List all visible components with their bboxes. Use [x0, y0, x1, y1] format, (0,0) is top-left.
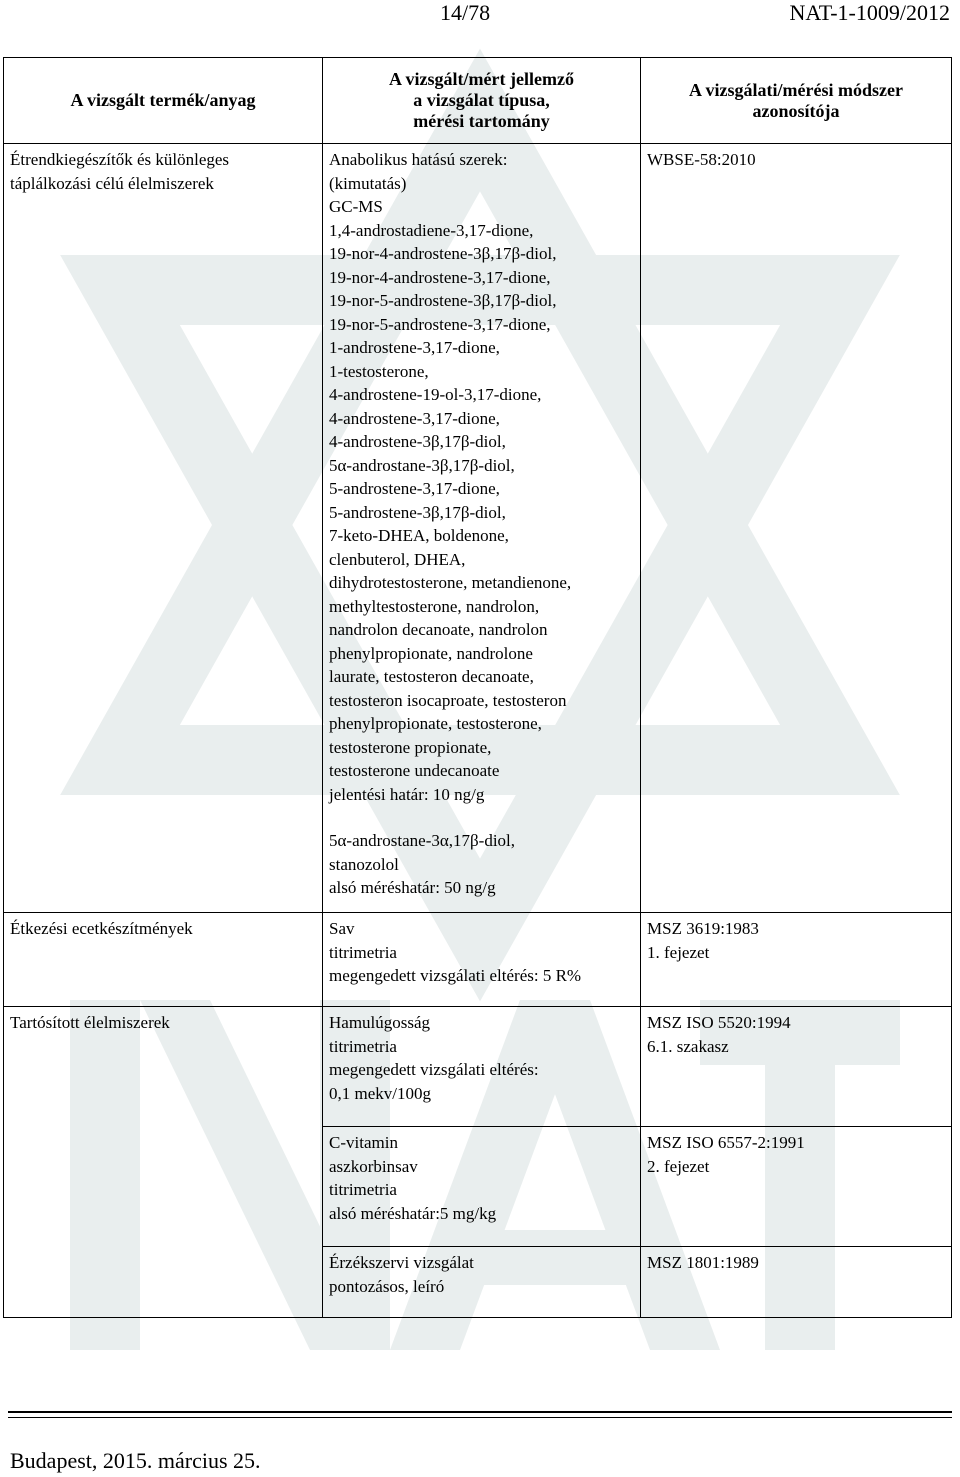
- col-header-product: A vizsgált termék/anyag: [4, 58, 323, 144]
- product-cell: Étrendkiegészítők és különleges táplálkozási célú élelmiszerek: [4, 144, 323, 913]
- product-cell: Étkezési ecetkészítmények: [4, 913, 323, 1007]
- footer-place-date: Budapest, 2015. március 25.: [10, 1448, 261, 1473]
- page-number: 14/78: [440, 0, 491, 25]
- method-cell: MSZ ISO 5520:1994 6.1. szakasz: [641, 1007, 952, 1127]
- document-id: NAT-1-1009/2012: [789, 0, 950, 25]
- characteristic-cell: Sav titrimetria megengedett vizsgálati eltérés: 5 R%: [323, 913, 641, 1007]
- table-row: [4, 1007, 952, 1127]
- method-cell: MSZ 1801:1989: [641, 1247, 952, 1318]
- page-header: [0, 0, 960, 28]
- table-row: [4, 144, 952, 913]
- characteristic-cell: C-vitamin aszkorbinsav titrimetria alsó méréshatár:5 mg/kg: [323, 1127, 641, 1247]
- product-cell: Tartósított élelmiszerek: [4, 1007, 323, 1318]
- method-cell: MSZ ISO 6557-2:1991 2. fejezet: [641, 1127, 952, 1247]
- footer-rule: [8, 1411, 952, 1413]
- characteristic-cell: Anabolikus hatású szerek: (kimutatás) GC-MS 1,4-androstadiene-3,17-dione, 19-nor-4-androstene-3β,17β-diol, 19-nor-4-androstene-3,17-dione, 19-nor-5-androstene-3β,17β-diol, 19-nor-5-androstene-3,17-dione, 1-androstene-3,17-dione, 1-testosterone, 4-androstene-19-ol-3,17-dione, 4-androstene-3,17-dione, 4-androstene-3β,17β-diol, 5α-androstane-3β,17β-diol, 5-androstene-3,17-dione, 5-androstene-3β,17β-diol, 7-keto-DHEA, boldenone, clenbuterol, DHEA, dihydrotestosterone, metandienone, methyltestosterone, nandrolon, nandrolon decanoate, nandrolon phenylpropionate, nandrolone laurate, testosteron decanoate, testosteron isocaproate, testosteron phenylpropionate, testosterone, testosterone propionate, testosterone undecanoate jelentési határ: 10 ng/g 5α-androstane-3α,17β-diol, stanozolol alsó méréshatár: 50 ng/g: [323, 144, 641, 913]
- footer-rule: [8, 1417, 952, 1418]
- accreditation-table: [3, 57, 952, 1318]
- characteristic-cell: Hamulúgosság titrimetria megengedett vizsgálati eltérés: 0,1 mekv/100g: [323, 1007, 641, 1127]
- table-header-row: [4, 58, 952, 144]
- col-header-method: A vizsgálati/mérési módszer azonosítója: [641, 58, 952, 144]
- col-header-characteristic: A vizsgált/mért jellemző a vizsgálat típusa, mérési tartomány: [323, 58, 641, 144]
- characteristic-cell: Érzékszervi vizsgálat pontozásos, leíró: [323, 1247, 641, 1318]
- method-cell: MSZ 3619:1983 1. fejezet: [641, 913, 952, 1007]
- table-row: [4, 913, 952, 1007]
- method-cell: WBSE-58:2010: [641, 144, 952, 913]
